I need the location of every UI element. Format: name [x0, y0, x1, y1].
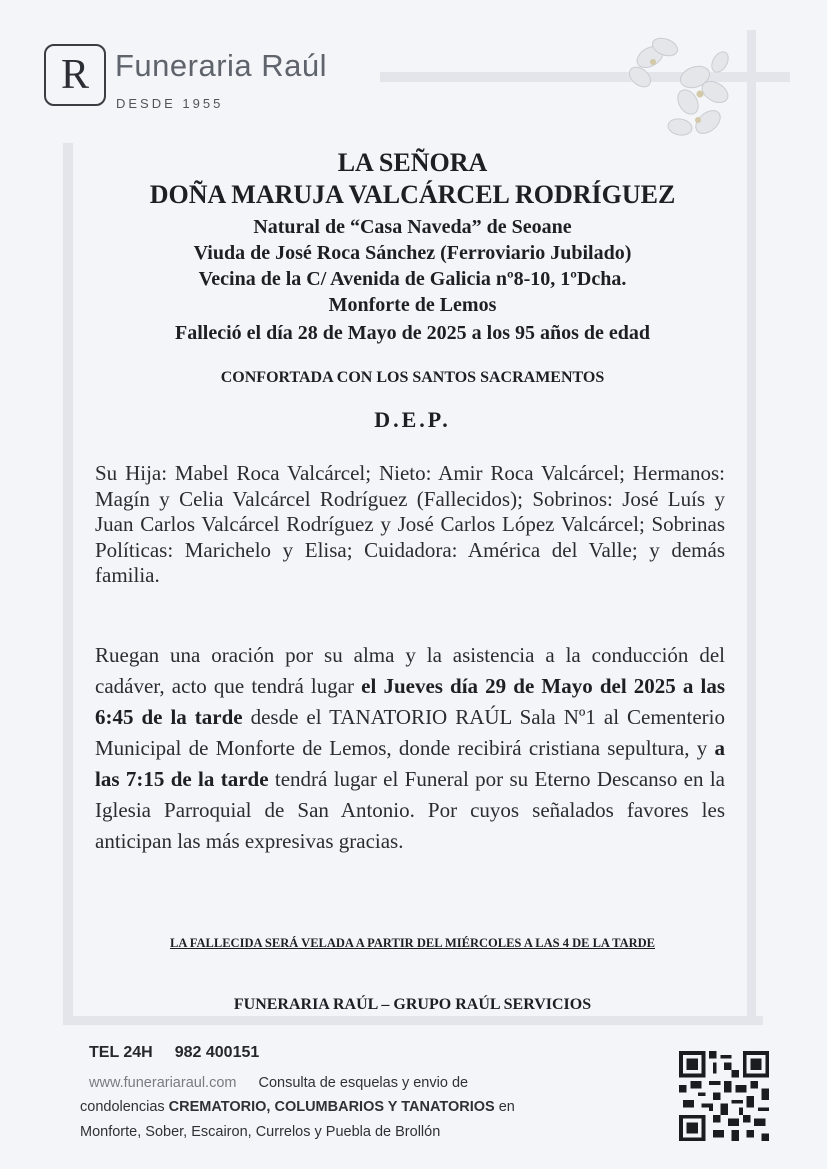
widow-line: Viuda de José Roca Sánchez (Ferroviario Jubilado)	[193, 242, 632, 264]
funeral-text-1: Ruegan una oración por su alma y la asistencia a la conducción del cadáver, acto que tendrá lugar	[95, 643, 725, 698]
address-line: Vecina de la C/ Avenida de Galicia nº8-10, 1ºDcha.	[198, 268, 627, 290]
locations-line: Monforte, Sober, Escairon, Currelos y Puebla de Brollón	[80, 1124, 441, 1140]
city-line: Monforte de Lemos	[328, 294, 497, 316]
footer-brand: FUNERARIA RAÚL – GRUPO RAÚL SERVICIOS	[233, 996, 592, 1013]
phone-label: TEL 24H	[89, 1044, 153, 1061]
wake-notice: LA FALLECIDA SERÁ VELADA A PARTIR DEL MIÉRCOLES A LAS 4 DE LA TARDE	[170, 936, 655, 950]
services-bold: CREMATORIO, COLUMBARIOS Y TANATORIOS	[168, 1099, 495, 1115]
brand-name: Funeraria Raúl	[115, 48, 328, 83]
frame-bottom-line	[63, 1016, 763, 1025]
flower-decoration-icon	[620, 32, 740, 147]
origin-line: Natural de “Casa Naveda” de Seoane	[253, 216, 572, 238]
brand-logo	[44, 44, 106, 106]
funeral-text-2: desde el TANATORIO RAÚL Sala Nº1 al Cementerio Municipal de Monforte de Lemos, donde recibirá cristiana sepultura, y	[95, 705, 725, 760]
en-text: en	[494, 1099, 515, 1115]
frame-left-line	[63, 143, 73, 1023]
brand-subtitle: DESDE 1955	[116, 96, 224, 111]
funeral-paragraph	[95, 640, 725, 857]
sacraments-line: CONFORTADA CON LOS SANTOS SACRAMENTOS	[220, 369, 605, 386]
notice-title: LA SEÑORA	[337, 148, 488, 177]
family-paragraph: Su Hija: Mabel Roca Valcárcel; Nieto: Amir Roca Valcárcel; Hermanos: Magín y Celia Valcárcel Rodríguez (Fallecidos); Sobrinos: José Luís y Juan Carlos Valcárcel Rodríguez y José Carlos López Valcárcel; Sobrinas Políticas: Marichelo y Elisa; Cuidadora: América del Valle; y demás familia.	[95, 461, 725, 588]
logo-letter: R	[60, 52, 89, 98]
phone-number: 982 400151	[174, 1044, 260, 1061]
funeral-date-bold: el Jueves día 29 de Mayo del 2025 a las 6:45 de la tarde	[95, 674, 726, 729]
condolencias-text: condolencias	[80, 1099, 169, 1115]
qr-code-icon[interactable]	[676, 1051, 772, 1141]
consulta-text: Consulta de esquelas y envio de	[258, 1075, 469, 1091]
deceased-name: DOÑA MARUJA VALCÁRCEL RODRÍGUEZ	[149, 180, 676, 209]
death-date-line: Falleció el día 28 de Mayo de 2025 a los 95 años de edad	[175, 322, 650, 344]
phone-line	[89, 1044, 281, 1062]
services-line	[80, 1099, 515, 1115]
website-link[interactable]: www.funerariaraul.com	[89, 1075, 237, 1091]
web-line	[89, 1075, 468, 1091]
frame-right-line	[747, 30, 756, 1025]
dep-line: D.E.P.	[374, 407, 451, 432]
funeral-text-3: tendrá lugar el Funeral por su Eterno Descanso en la Iglesia Parroquial de San Antonio. Por cuyos señalados favores les anticipan las más expresivas gracias.	[95, 767, 725, 853]
funeral-time-bold: a las 7:15 de la tarde	[95, 736, 725, 791]
